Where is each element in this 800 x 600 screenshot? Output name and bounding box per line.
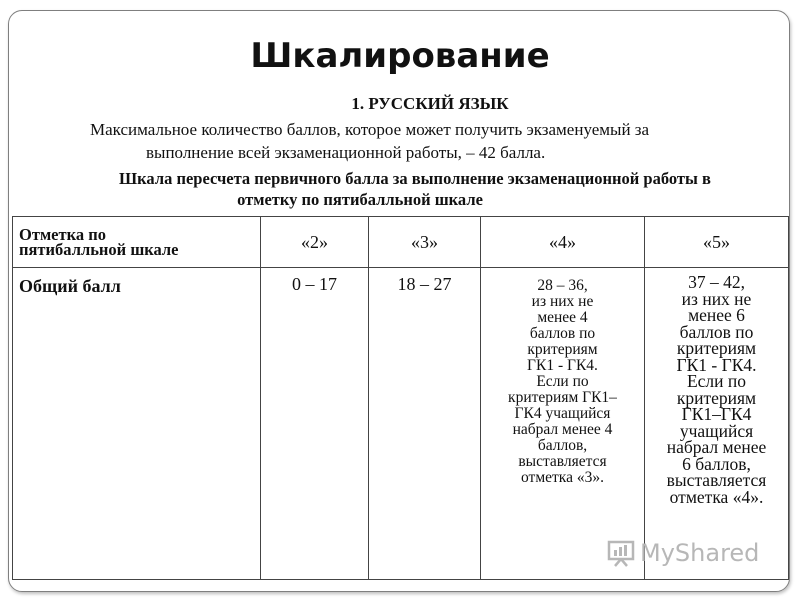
grade-4-text-line: ГК1 - ГК4. (527, 357, 598, 374)
section-heading: 1. РУССКИЙ ЯЗЫК (351, 94, 509, 113)
grade-4-text (485, 268, 640, 486)
scale-title (30, 168, 800, 210)
grade-3-header: «3» (369, 217, 481, 268)
grade-5-text-line: Если по (686, 371, 747, 391)
header-label-line-1: Отметка по (19, 225, 106, 244)
grade-4-conditions (481, 268, 645, 580)
row-label-cell: Общий балл (13, 268, 261, 580)
grade-3-range: 18 – 27 (369, 268, 481, 580)
grade-4-text-line: баллов по (529, 325, 596, 342)
grade-5-text-line: 6 баллов, (682, 453, 751, 474)
header-label-cell (13, 217, 261, 268)
watermark (606, 538, 759, 568)
grade-5-text (649, 268, 784, 505)
grade-4-header: «4» (481, 217, 645, 268)
grade-5-header: «5» (645, 217, 789, 268)
grade-2-range: 0 – 17 (261, 268, 369, 580)
grade-5-text-line: критериям (676, 387, 757, 408)
table-header-row (13, 217, 789, 268)
grade-5-text-line: ГК1 - ГК4. (676, 354, 757, 375)
grade-5-text-line: баллов по (679, 321, 754, 342)
watermark-text: MyShared (640, 539, 760, 567)
grade-5-text-line: из них не (681, 288, 752, 309)
intro-text (90, 118, 780, 164)
header-label-line-2: пятибалльной шкале (19, 240, 179, 259)
grade-4-text-line: критериям ГК1– (508, 389, 617, 406)
grade-5-text-line: учащийся (679, 420, 754, 441)
grade-5-text-line: ГК1–ГК4 (681, 404, 752, 424)
grade-4-text-line: выставляется (518, 453, 607, 470)
grade-5-text-line: набрал менее (666, 437, 767, 457)
slide-title: Шкалирование (250, 36, 550, 76)
scale-title-line-2: отметку по пятибалльной шкале (237, 190, 483, 209)
grade-conversion-table (12, 216, 789, 580)
grade-5-text-line: менее 6 (688, 305, 745, 325)
grade-5-text-line: выставляется (666, 470, 767, 490)
grade-4-text-line: из них не (531, 293, 594, 310)
grade-5-text-line: отметка «4». (669, 486, 764, 507)
presentation-icon (606, 538, 636, 568)
grade-4-text-line: критериям (527, 341, 598, 358)
grade-4-text-line: набрал менее 4 (512, 421, 613, 438)
grade-4-text-line: менее 4 (537, 309, 588, 326)
intro-line-2: выполнение всей экзаменационной работы, – 42 балла. (146, 143, 546, 162)
intro-line-1: Максимальное количество баллов, которое может получить экзаменуемый за (90, 120, 650, 139)
grade-4-text-line: отметка «3». (521, 469, 604, 486)
grade-5-text-line: критериям (676, 338, 757, 358)
grade-5-conditions (645, 268, 789, 580)
grade-4-text-line: 28 – 36, (537, 277, 588, 294)
grade-2-header: «2» (261, 217, 369, 268)
scale-title-line-1: Шкала пересчета первичного балла за выполнение экзаменационной работы в (119, 169, 711, 188)
grade-4-text-line: Если по (536, 373, 589, 390)
table-row (13, 268, 789, 580)
grade-4-text-line: ГК4 учащийся (514, 405, 611, 422)
grade-4-text-line: баллов, (537, 437, 588, 454)
grade-5-text-line: 37 – 42, (688, 272, 745, 292)
